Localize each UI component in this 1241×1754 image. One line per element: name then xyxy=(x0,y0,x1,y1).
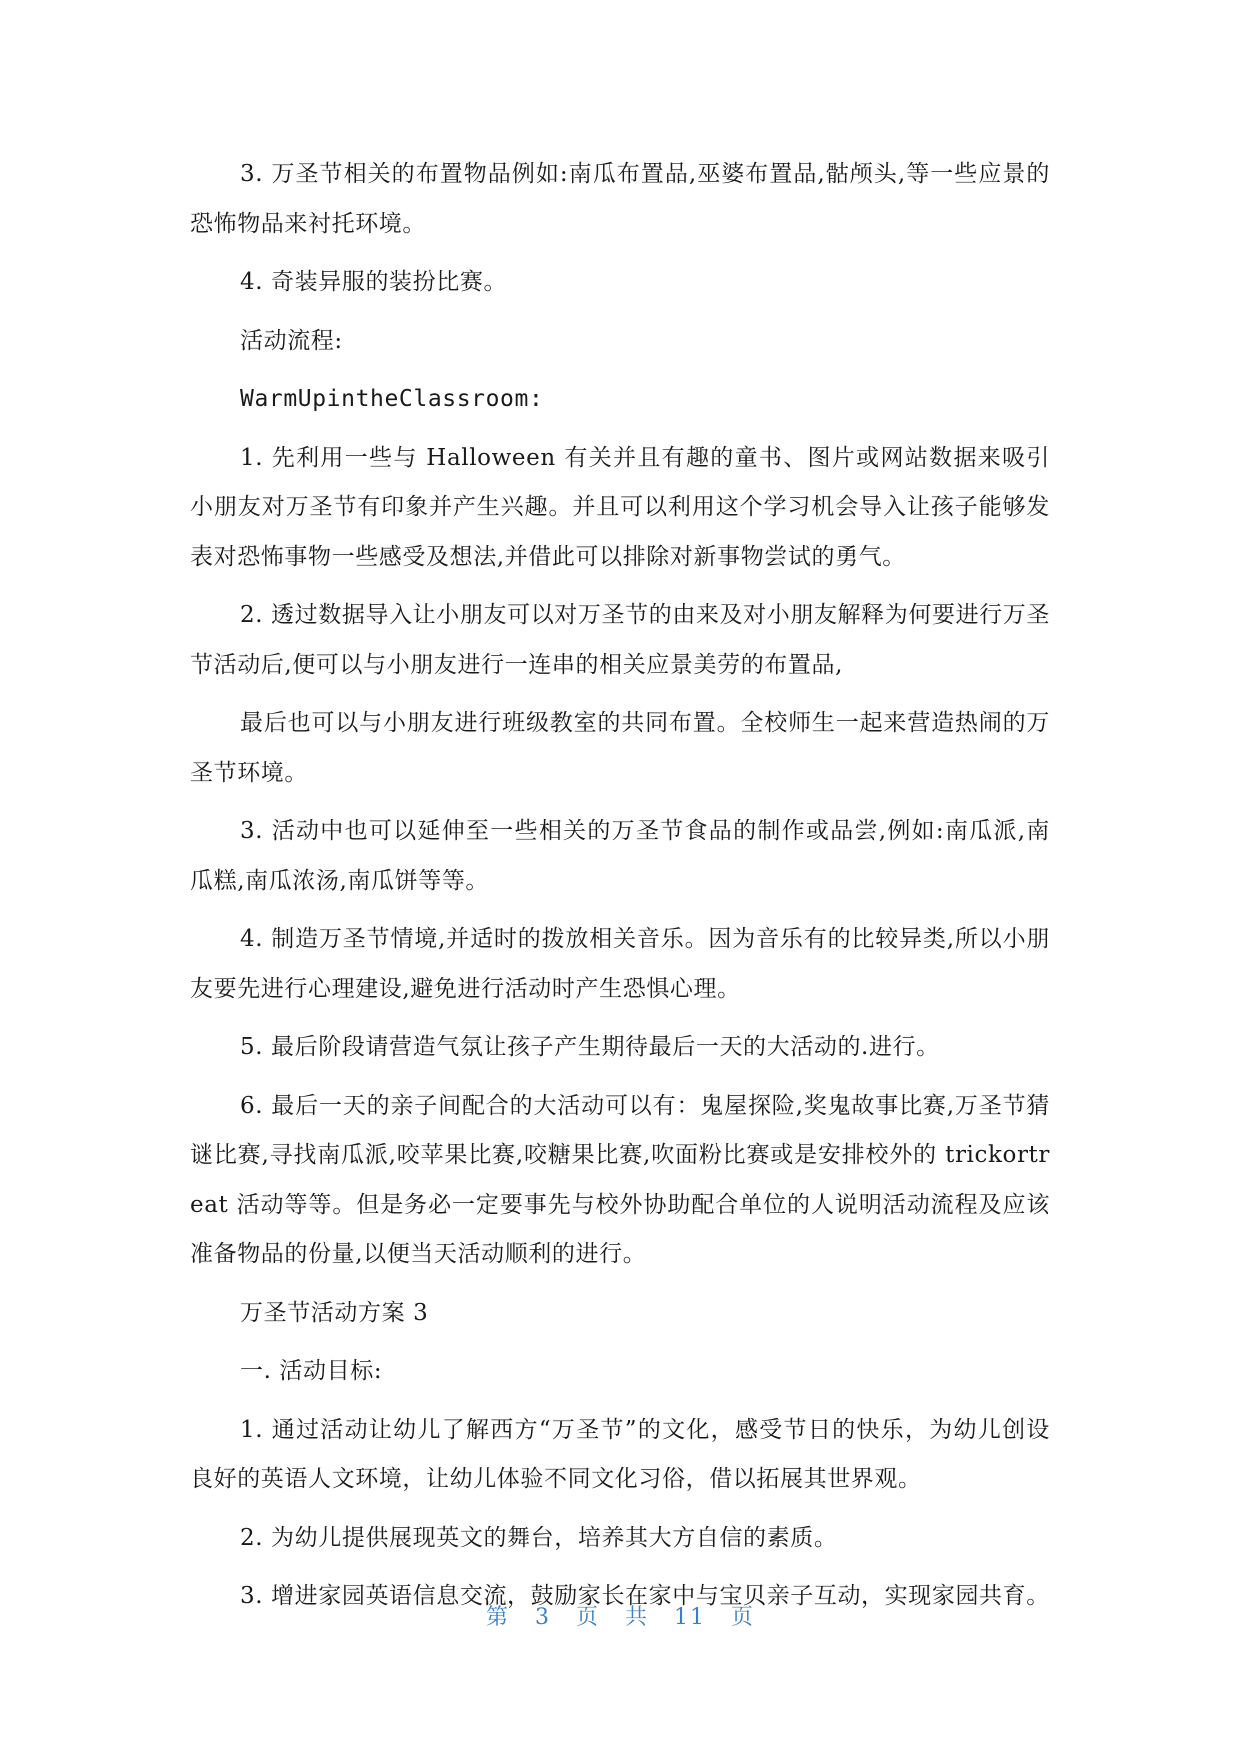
paragraph-step-3: 3. 活动中也可以延伸至一些相关的万圣节食品的制作或品尝,例如:南瓜派,南瓜糕,南瓜浓汤,南瓜饼等等。 xyxy=(190,818,1050,894)
paragraph-step-5: 5. 最后阶段请营造气氛让孩子产生期待最后一天的大活动的.进行。 xyxy=(240,1034,940,1060)
footer-current-page: 3 xyxy=(534,1605,551,1630)
section-heading-goals: 一. 活动目标: xyxy=(240,1358,383,1384)
paragraph-process-heading: 活动流程: xyxy=(240,327,343,354)
paragraph-goal-1: 1. 通过活动让幼儿了解西方“万圣节”的文化，感受节日的快乐，为幼儿创设良好的英语人文环境，让幼儿体验不同文化习俗，借以拓展其世界观。 xyxy=(190,1416,1050,1492)
footer-ye: 页 xyxy=(575,1605,600,1630)
paragraph-step-1: 1. 先利用一些与 Halloween 有关并且有趣的童书、图片或网站数据来吸引小朋友对万圣节有印象并产生兴趣。并且可以利用这个学习机会导入让孩子能够发表对恐怖事物一些感受及想法,并借此可以排除对新事物尝试的勇气。 xyxy=(190,444,1050,570)
document-body xyxy=(190,150,1050,1631)
paragraph-goal-3: 3. 增进家园英语信息交流，鼓励家长在家中与宝贝亲子互动，实现家园共育。 xyxy=(240,1583,1050,1609)
section-title-plan-3: 万圣节活动方案 3 xyxy=(240,1299,429,1326)
paragraph-step-6: 6. 最后一天的亲子间配合的大活动可以有：鬼屋探险,奖鬼故事比赛,万圣节猜谜比赛,寻找南瓜派,咬苹果比赛,咬糖果比赛,吹面粉比赛或是安排校外的 trickortreat 活动等等。但是务必一定要事先与校外协助配合单位的人说明活动流程及应该准备物品的份量,以便当天活动顺利的进行。 xyxy=(190,1092,1050,1267)
paragraph-step-2-continued: 最后也可以与小朋友进行班级教室的共同布置。全校师生一起来营造热闹的万圣节环境。 xyxy=(190,710,1050,786)
paragraph-step-2: 2. 透过数据导入让小朋友可以对万圣节的由来及对小朋友解释为何要进行万圣节活动后,便可以与小朋友进行一连串的相关应景美劳的布置品, xyxy=(190,602,1050,678)
paragraph-step-4: 4. 制造万圣节情境,并适时的拨放相关音乐。因为音乐有的比较异类,所以小朋友要先进行心理建设,避免进行活动时产生恐惧心理。 xyxy=(190,926,1050,1002)
paragraph-warmup-heading: WarmUpintheClassroom: xyxy=(240,386,544,412)
paragraph-decor-items: 3. 万圣节相关的布置物品例如:南瓜布置品,巫婆布置品,骷颅头,等一些应景的恐怖物品来衬托环境。 xyxy=(190,161,1050,237)
footer-di: 第 xyxy=(485,1605,510,1630)
footer-gong: 共 xyxy=(625,1605,650,1630)
paragraph-goal-2: 2. 为幼儿提供展现英文的舞台，培养其大方自信的素质。 xyxy=(240,1524,838,1551)
footer-ye-end: 页 xyxy=(731,1605,756,1630)
footer-total-pages: 11 xyxy=(674,1605,707,1630)
page-number-footer xyxy=(0,1600,1241,1631)
paragraph-costume-contest: 4. 奇装异服的装扮比赛。 xyxy=(240,269,508,295)
